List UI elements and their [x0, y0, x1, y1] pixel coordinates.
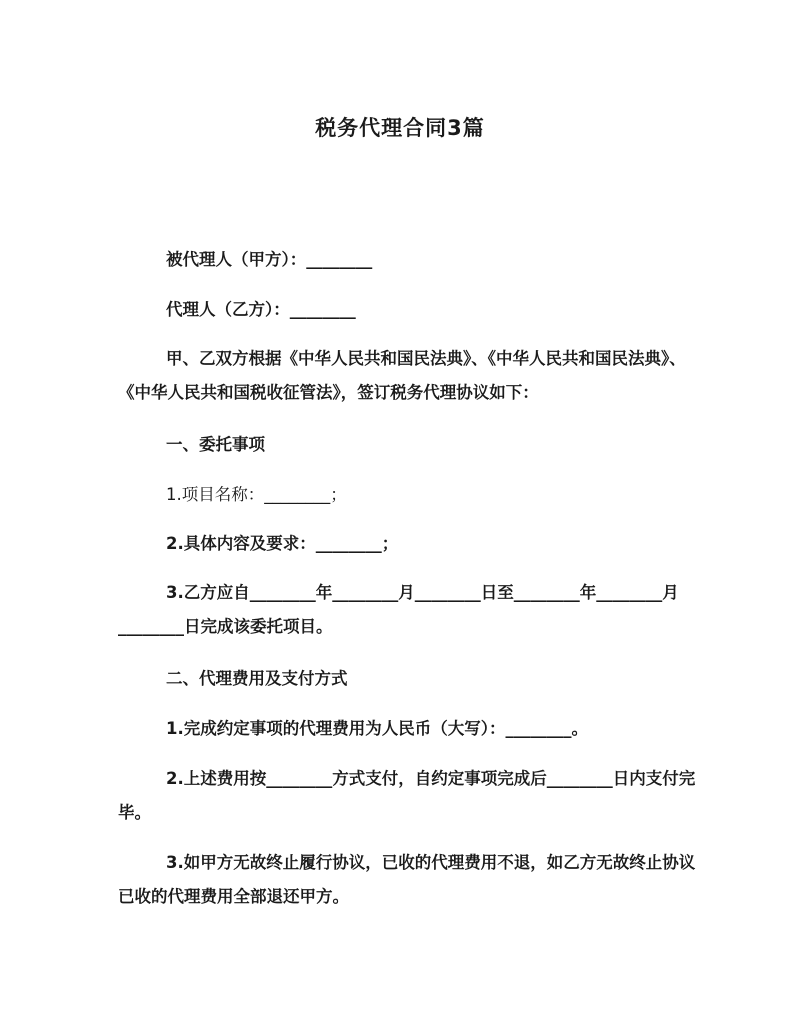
section1-heading: 一、委托事项 — [166, 435, 265, 454]
section1-item2: 2.具体内容及要求：________； — [166, 534, 399, 553]
document-title: 税务代理合同3篇 — [315, 116, 485, 140]
section2-item3: 3.如甲方无故终止履行协议，已收的代理费用不退，如乙方无故终止协议已收的代理费用全部退还甲方。 — [118, 853, 696, 906]
section2-item1: 1.完成约定事项的代理费用为人民币（大写）：________。 — [166, 719, 588, 738]
section2-heading: 二、代理费用及支付方式 — [166, 669, 348, 688]
intro-paragraph: 甲、乙双方根据《中华人民共和国民法典》、《中华人民共和国民法典》、《中华人民共和国税收征管法》，签订税务代理协议如下： — [118, 349, 686, 402]
section2-item2: 2.上述费用按________方式支付，自约定事项完成后________日内支付完毕。 — [118, 769, 696, 822]
agent-line: 代理人（乙方）：________ — [166, 300, 356, 319]
section1-item3: 3.乙方应自________年________月________日至________年________月________日完成该委托项目。 — [118, 583, 679, 636]
principal-line: 被代理人（甲方）：________ — [166, 250, 373, 269]
section1-item1: 1.项目名称：________； — [166, 485, 347, 504]
